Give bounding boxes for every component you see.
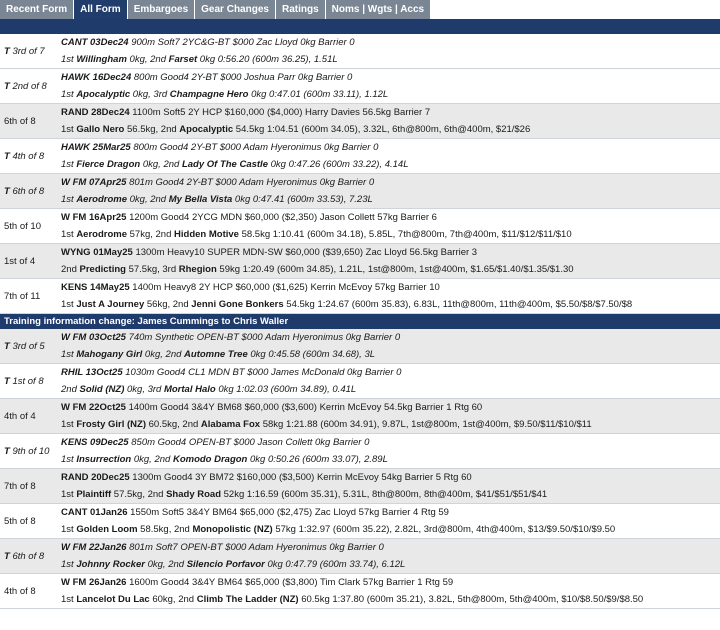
- horse-name[interactable]: Solid (NZ): [79, 384, 125, 395]
- finish-position: [0, 364, 59, 398]
- form-row: [0, 539, 720, 574]
- result-text: 1st: [61, 559, 77, 570]
- race-summary: [61, 539, 720, 556]
- race-venue-date[interactable]: RAND 28Dec24: [61, 107, 130, 118]
- race-summary: [61, 279, 720, 296]
- result-text: 0kg 1:02.03 (600m 34.89), 0.41L: [215, 384, 357, 395]
- finish-position-text: 5th of 8: [4, 515, 36, 527]
- tab-ratings[interactable]: Ratings: [276, 0, 326, 19]
- horse-name[interactable]: Farset: [168, 54, 198, 65]
- trial-marker: T: [4, 375, 10, 387]
- horse-name[interactable]: Johnny Rocker: [76, 559, 145, 570]
- finish-position-text: 5th of 10: [4, 220, 41, 232]
- result-text: 58.5kg 1:10.41 (600m 34.18), 5.85L, 7th@800m, 7th@400m, $11/$12/$11/$10: [238, 229, 572, 240]
- race-details: [59, 504, 720, 538]
- finish-position: [0, 574, 59, 608]
- form-row: [0, 279, 720, 314]
- horse-name[interactable]: My Bella Vista: [168, 194, 233, 205]
- form-row: [0, 139, 720, 174]
- result-text: 0kg 0:47.26 (600m 33.22), 4.14L: [268, 159, 409, 170]
- form-row: [0, 504, 720, 539]
- result-text: 1st: [61, 54, 77, 65]
- trial-marker: T: [4, 185, 10, 197]
- race-info: 1600m Good4 3&4Y BM64 $65,000 ($3,800) Tim Clark 57kg Barrier 1 Rtg 59: [126, 577, 454, 588]
- horse-name[interactable]: Apocalyptic: [76, 89, 131, 100]
- finish-position-text: 6th of 8: [4, 115, 36, 127]
- result-text: 1st: [61, 299, 77, 310]
- race-venue-date[interactable]: HAWK 25Mar25: [61, 142, 131, 153]
- trial-marker: T: [4, 150, 10, 162]
- race-info: 1200m Good4 2YCG MDN $60,000 ($2,350) Jason Collett 57kg Barrier 6: [126, 212, 437, 223]
- race-result: [61, 191, 720, 208]
- header-bar: [0, 19, 720, 34]
- finish-position: [0, 34, 59, 68]
- finish-position-text: 1st of 8: [12, 375, 44, 387]
- result-text: 0kg, 2nd: [144, 559, 187, 570]
- race-details: [59, 329, 720, 363]
- result-text: 0kg, 2nd: [140, 159, 182, 170]
- race-details: [59, 69, 720, 103]
- horse-name[interactable]: Rhegion: [178, 264, 217, 275]
- finish-position-text: 1st of 4: [4, 255, 36, 267]
- result-text: 1st: [61, 489, 77, 500]
- finish-position: [0, 434, 59, 468]
- race-summary: [61, 504, 720, 521]
- race-details: [59, 174, 720, 208]
- race-info: 1550m Soft5 3&4Y BM64 $65,000 ($2,475) Zac Lloyd 57kg Barrier 4 Rtg 59: [127, 507, 449, 518]
- tab-noms-wgts-accs[interactable]: Noms | Wgts | Accs: [326, 0, 431, 19]
- race-summary: [61, 244, 720, 261]
- finish-position-text: 4th of 8: [12, 150, 45, 162]
- race-summary: [61, 434, 720, 451]
- trial-marker: T: [4, 445, 10, 457]
- race-info: 1400m Good4 3&4Y BM68 $60,000 ($3,600) Kerrin McEvoy 54.5kg Barrier 1 Rtg 60: [125, 402, 483, 413]
- form-tabs: [0, 0, 720, 19]
- finish-position-text: 4th of 8: [4, 585, 36, 597]
- trial-marker: T: [4, 80, 10, 92]
- tab-embargoes[interactable]: Embargoes: [128, 0, 195, 19]
- race-details: [59, 279, 720, 313]
- horse-name[interactable]: Climb The Ladder (NZ): [196, 594, 299, 605]
- finish-position: [0, 209, 59, 243]
- race-result: [61, 381, 720, 398]
- race-details: [59, 434, 720, 468]
- result-text: 2nd: [61, 264, 80, 275]
- result-text: 54.5kg 1:24.67 (600m 35.83), 6.83L, 11th@800m, 11th@400m, $5.50/$8/$7.50/$8: [283, 299, 633, 310]
- tab-gear-changes[interactable]: Gear Changes: [195, 0, 276, 19]
- result-text: 0kg 0:47.41 (600m 33.53), 7.23L: [232, 194, 373, 205]
- horse-name[interactable]: Lancelot Du Lac: [76, 594, 150, 605]
- race-result: [61, 556, 720, 573]
- race-summary: [61, 69, 720, 86]
- result-text: 59kg 1:20.49 (600m 34.85), 1.21L, 1st@800m, 1st@400m, $1.65/$1.40/$1.35/$1.30: [216, 264, 574, 275]
- result-text: 0kg 0:45.58 (600m 34.68), 3L: [247, 349, 376, 360]
- trial-marker: T: [4, 550, 10, 562]
- race-venue-date[interactable]: RAND 20Dec25: [61, 472, 130, 483]
- race-summary: [61, 34, 720, 51]
- result-text: 1st: [61, 349, 77, 360]
- horse-name[interactable]: Just A Journey: [76, 299, 145, 310]
- result-text: 0kg, 2nd: [126, 54, 169, 65]
- race-summary: [61, 364, 720, 381]
- finish-position: [0, 104, 59, 138]
- race-details: [59, 364, 720, 398]
- form-row: [0, 104, 720, 139]
- finish-position: [0, 174, 59, 208]
- horse-name[interactable]: Alabama Fox: [200, 419, 261, 430]
- horse-name[interactable]: Plaintiff: [76, 489, 112, 500]
- finish-position: [0, 139, 59, 173]
- race-venue-date[interactable]: WYNG 01May25: [61, 247, 133, 258]
- race-summary: [61, 139, 720, 156]
- race-result: [61, 121, 720, 138]
- result-text: 0kg, 3rd: [130, 89, 170, 100]
- tab-all-form[interactable]: All Form: [74, 0, 128, 19]
- race-venue-date[interactable]: W FM 16Apr25: [61, 212, 127, 223]
- horse-name[interactable]: Frosty Girl (NZ): [76, 419, 146, 430]
- finish-position: [0, 329, 59, 363]
- race-result: [61, 591, 720, 608]
- form-row: [0, 209, 720, 244]
- race-info: 800m Good4 2Y-BT $000 Adam Hyeronimus 0kg Barrier 0: [130, 142, 379, 153]
- race-result: [61, 226, 720, 243]
- result-text: 56.5kg, 2nd: [124, 124, 180, 135]
- race-info: 850m Good4 OPEN-BT $000 Jason Collett 0kg Barrier 0: [128, 437, 370, 448]
- race-venue-date[interactable]: W FM 22Jan26: [61, 542, 127, 553]
- result-text: 60kg, 2nd: [149, 594, 197, 605]
- form-row: [0, 329, 720, 364]
- horse-name[interactable]: Willingham: [76, 54, 127, 65]
- trial-marker: T: [4, 340, 10, 352]
- result-text: 54.5kg 1:04.51 (600m 34.05), 3.32L, 6th@800m, 6th@400m, $21/$26: [233, 124, 531, 135]
- horse-name[interactable]: Fierce Dragon: [76, 159, 141, 170]
- race-info: 1300m Heavy10 SUPER MDN-SW $60,000 ($39,650) Zac Lloyd 56.5kg Barrier 3: [132, 247, 478, 258]
- race-venue-date[interactable]: KENS 14May25: [61, 282, 130, 293]
- race-result: [61, 416, 720, 433]
- race-result: [61, 346, 720, 363]
- trial-marker: T: [4, 45, 10, 57]
- trainer-change-banner: Training information change: James Cummings to Chris Waller: [0, 314, 720, 329]
- race-result: [61, 486, 720, 503]
- form-row: [0, 364, 720, 399]
- horse-name[interactable]: Mahogany Girl: [76, 349, 143, 360]
- horse-name[interactable]: Golden Loom: [76, 524, 138, 535]
- finish-position-text: 6th of 8: [12, 185, 45, 197]
- race-details: [59, 244, 720, 278]
- race-venue-date[interactable]: W FM 26Jan26: [61, 577, 127, 588]
- race-venue-date[interactable]: W FM 07Apr25: [61, 177, 127, 188]
- result-text: 1st: [61, 229, 77, 240]
- race-details: [59, 34, 720, 68]
- race-details: [59, 469, 720, 503]
- finish-position: [0, 469, 59, 503]
- result-text: 0kg 0:47.01 (600m 33.11), 1.12L: [248, 89, 389, 100]
- race-summary: [61, 574, 720, 591]
- result-text: 0kg 0:50.26 (600m 33.07), 2.89L: [247, 454, 388, 465]
- result-text: 57kg 1:32.97 (600m 35.22), 2.82L, 3rd@800m, 4th@400m, $13/$9.50/$10/$9.50: [272, 524, 616, 535]
- result-text: 0kg, 3rd: [124, 384, 164, 395]
- race-summary: [61, 104, 720, 121]
- horse-name[interactable]: Lady Of The Castle: [181, 159, 268, 170]
- horse-name[interactable]: Shady Road: [166, 489, 221, 500]
- race-details: [59, 104, 720, 138]
- form-row: [0, 69, 720, 104]
- race-venue-date[interactable]: RHIL 13Oct25: [61, 367, 123, 378]
- result-text: 1st: [61, 419, 77, 430]
- race-result: [61, 296, 720, 313]
- result-text: 1st: [61, 194, 77, 205]
- horse-name[interactable]: Mortal Halo: [163, 384, 216, 395]
- race-result: [61, 261, 720, 278]
- finish-position: [0, 279, 59, 313]
- result-text: 0kg, 2nd: [131, 454, 173, 465]
- race-details: [59, 539, 720, 573]
- finish-position-text: 7th of 11: [4, 290, 41, 302]
- race-venue-date[interactable]: HAWK 16Dec24: [61, 72, 132, 83]
- horse-name[interactable]: Silencio Porfavor: [186, 559, 265, 570]
- result-text: 1st: [61, 454, 77, 465]
- result-text: 57kg, 2nd: [127, 229, 175, 240]
- result-text: 58kg 1:21.88 (600m 34.91), 9.87L, 1st@800m, 1st@400m, $9.50/$11/$10/$11: [260, 419, 592, 430]
- result-text: 56kg, 2nd: [144, 299, 192, 310]
- horse-name[interactable]: Hidden Motive: [174, 229, 239, 240]
- result-text: 2nd: [61, 384, 80, 395]
- result-text: 1st: [61, 89, 77, 100]
- horse-name[interactable]: Monopolistic (NZ): [192, 524, 273, 535]
- form-row: [0, 434, 720, 469]
- result-text: 0kg, 2nd: [127, 194, 169, 205]
- finish-position: [0, 399, 59, 433]
- finish-position-text: 3rd of 5: [12, 340, 45, 352]
- race-details: [59, 209, 720, 243]
- race-info: 1100m Soft5 2Y HCP $160,000 ($4,000) Harry Davies 56.5kg Barrier 7: [129, 107, 431, 118]
- race-info: 740m Synthetic OPEN-BT $000 Adam Hyeronimus 0kg Barrier 0: [125, 332, 401, 343]
- race-info: 1400m Heavy8 2Y HCP $60,000 ($1,625) Kerrin McEvoy 57kg Barrier 10: [129, 282, 440, 293]
- race-info: 801m Good4 2Y-BT $000 Adam Hyeronimus 0kg Barrier 0: [126, 177, 375, 188]
- result-text: 52kg 1:16.59 (600m 35.31), 5.31L, 8th@800m, 8th@400m, $41/$51/$51/$41: [221, 489, 548, 500]
- horse-name[interactable]: Insurrection: [76, 454, 132, 465]
- race-info: 1300m Good4 3Y BM72 $160,000 ($3,500) Kerrin McEvoy 54kg Barrier 5 Rtg 60: [129, 472, 472, 483]
- form-row: [0, 244, 720, 279]
- race-details: [59, 399, 720, 433]
- race-info: 1030m Good4 CL1 MDN BT $000 James McDonald 0kg Barrier 0: [122, 367, 402, 378]
- result-text: 57.5kg, 3rd: [125, 264, 179, 275]
- race-venue-date[interactable]: CANT 01Jan26: [61, 507, 128, 518]
- race-summary: [61, 399, 720, 416]
- result-text: 1st: [61, 159, 77, 170]
- race-summary: [61, 329, 720, 346]
- result-text: 57.5kg, 2nd: [111, 489, 167, 500]
- race-result: [61, 86, 720, 103]
- finish-position-text: 2nd of 8: [12, 80, 47, 92]
- form-row: [0, 174, 720, 209]
- race-info: 900m Soft7 2YC&G-BT $000 Zac Lloyd 0kg Barrier 0: [128, 37, 355, 48]
- finish-position: [0, 539, 59, 573]
- horse-name[interactable]: Gallo Nero: [76, 124, 125, 135]
- horse-name[interactable]: Komodo Dragon: [172, 454, 248, 465]
- race-venue-date[interactable]: CANT 03Dec24: [61, 37, 129, 48]
- finish-position-text: 3rd of 7: [12, 45, 45, 57]
- result-text: 60.5kg, 2nd: [145, 419, 201, 430]
- form-row: [0, 399, 720, 434]
- form-row: [0, 574, 720, 609]
- finish-position-text: 4th of 4: [4, 410, 36, 422]
- horse-name[interactable]: Champagne Hero: [169, 89, 249, 100]
- finish-position-text: 7th of 8: [4, 480, 36, 492]
- race-result: [61, 156, 720, 173]
- result-text: 1st: [61, 594, 77, 605]
- race-result: [61, 521, 720, 538]
- race-info: 801m Soft7 OPEN-BT $000 Adam Hyeronimus 0kg Barrier 0: [126, 542, 384, 553]
- race-details: [59, 139, 720, 173]
- race-summary: [61, 174, 720, 191]
- finish-position: [0, 504, 59, 538]
- horse-name[interactable]: Aerodrome: [76, 194, 127, 205]
- race-details: [59, 574, 720, 608]
- result-text: 58.5kg, 2nd: [137, 524, 193, 535]
- race-venue-date[interactable]: KENS 09Dec25: [61, 437, 129, 448]
- finish-position: [0, 69, 59, 103]
- result-text: 0kg 0:56.20 (600m 36.25), 1.51L: [197, 54, 338, 65]
- result-text: 0kg, 2nd: [142, 349, 185, 360]
- finish-position-text: 9th of 10: [12, 445, 50, 457]
- race-info: 800m Good4 2Y-BT $000 Joshua Parr 0kg Barrier 0: [131, 72, 353, 83]
- race-venue-date[interactable]: W FM 22Oct25: [61, 402, 126, 413]
- race-venue-date[interactable]: W FM 03Oct25: [61, 332, 126, 343]
- horse-name[interactable]: Apocalyptic: [179, 124, 234, 135]
- horse-name[interactable]: Predicting: [79, 264, 126, 275]
- tab-recent-form[interactable]: Recent Form: [0, 0, 74, 19]
- result-text: 60.5kg 1:37.80 (600m 35.21), 3.82L, 5th@800m, 5th@400m, $10/$8.50/$9/$8.50: [298, 594, 644, 605]
- result-text: 1st: [61, 524, 77, 535]
- finish-position-text: 6th of 8: [12, 550, 45, 562]
- horse-name[interactable]: Aerodrome: [76, 229, 127, 240]
- horse-name[interactable]: Automne Tree: [184, 349, 248, 360]
- result-text: 0kg 0:47.79 (600m 33.74), 6.12L: [264, 559, 406, 570]
- finish-position: [0, 244, 59, 278]
- race-summary: [61, 469, 720, 486]
- race-summary: [61, 209, 720, 226]
- race-result: [61, 451, 720, 468]
- form-row: [0, 469, 720, 504]
- result-text: 1st: [61, 124, 77, 135]
- horse-name[interactable]: Jenni Gone Bonkers: [191, 299, 284, 310]
- form-list: [0, 34, 720, 609]
- form-row: [0, 34, 720, 69]
- race-result: [61, 51, 720, 68]
